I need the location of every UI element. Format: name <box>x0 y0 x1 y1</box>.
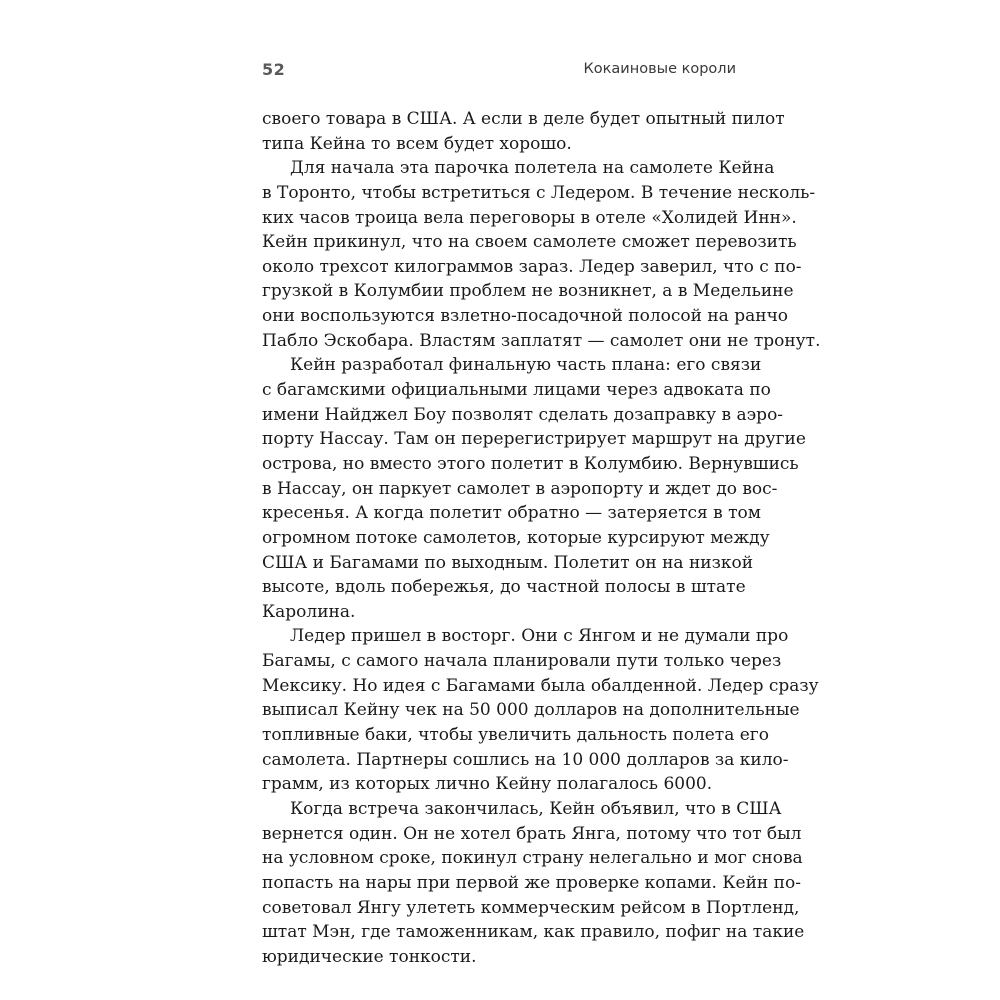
text-line: в Нассау, он паркует самолет в аэропорту и ждет до вос- <box>262 478 778 499</box>
text-line: высоте, вдоль побережья, до частной полосы в штате <box>262 577 746 598</box>
text-line: Мексику. Но идея с Багамами была обалденной. Ледер сразу <box>262 675 819 696</box>
text-line: огромном потоке самолетов, которые курсируют между <box>262 527 770 548</box>
text-line: юридические тонкости. <box>262 946 477 967</box>
text-line: Ледер пришел в восторг. Они с Янгом и не думали про <box>290 626 789 647</box>
text-line: они воспользуются взлетно-посадочной полосой на ранчо <box>262 306 789 327</box>
text-line: на условном сроке, покинул страну нелегально и мог снова <box>262 848 803 869</box>
text-line: США и Багамами по выходным. Полетит он на низкой <box>262 552 754 573</box>
text-line: имени Найджел Боу позволят сделать дозаправку в аэро- <box>262 404 784 425</box>
text-line: Багамы, с самого начала планировали пути только через <box>262 651 782 672</box>
text-line: попасть на нары при первой же проверке копами. Кейн по- <box>262 872 801 893</box>
body-text <box>262 107 821 969</box>
text-line: около трехсот килограммов зараз. Ледер заверил, что с по- <box>262 256 802 277</box>
paragraph <box>262 156 821 353</box>
text-line: Кейн прикинул, что на своем самолете сможет перевозить <box>262 232 797 253</box>
paragraph <box>262 624 819 796</box>
text-line: острова, но вместо этого полетит в Колумбию. Вернувшись <box>262 453 799 474</box>
running-head: Кокаиновые короли <box>583 61 736 77</box>
paragraph <box>262 353 806 624</box>
text-line: Для начала эта парочка полетела на самолете Кейна <box>290 158 775 179</box>
text-line: в Торонто, чтобы встретиться с Ледером. В течение несколь- <box>262 182 816 203</box>
text-line: грамм, из которых лично Кейну полагалось 6000. <box>262 774 713 795</box>
text-line: кресенья. А когда полетит обратно — затеряется в том <box>262 503 761 524</box>
text-line: Когда встреча закончилась, Кейн объявил, что в США <box>290 798 782 819</box>
text-line: советовал Янгу улететь коммерческим рейсом в Портленд, <box>262 897 800 918</box>
text-line: порту Нассау. Там он перерегистрирует маршрут на другие <box>262 429 806 450</box>
page-header <box>262 60 736 90</box>
text-line: топливные баки, чтобы увеличить дальность полета его <box>262 725 769 746</box>
text-line: типа Кейна то всем будет хорошо. <box>262 133 572 154</box>
text-line: Пабло Эскобара. Властям заплатят — самолет они не тронут. <box>262 330 821 351</box>
text-line: Каролина. <box>262 601 356 622</box>
text-line: ких часов троица вела переговоры в отеле «Холидей Инн». <box>262 207 797 228</box>
text-line: грузкой в Колумбии проблем не возникнет, а в Медельине <box>262 281 794 302</box>
page-number: 52 <box>262 60 286 79</box>
text-line: штат Мэн, где таможенникам, как правило, пофиг на такие <box>262 922 805 943</box>
text-line: Кейн разработал финальную часть плана: его связи <box>290 355 762 376</box>
text-line: вернется один. Он не хотел брать Янга, потому что тот был <box>262 823 802 844</box>
text-line: с багамскими официальными лицами через адвоката по <box>262 380 771 401</box>
text-line: самолета. Партнеры сошлись на 10 000 долларов за кило- <box>262 749 789 770</box>
paragraph <box>262 797 805 969</box>
text-line: своего товара в США. А если в деле будет опытный пилот <box>262 109 785 129</box>
text-line: выписал Кейну чек на 50 000 долларов на дополнительные <box>262 700 800 721</box>
paragraph <box>262 107 785 156</box>
